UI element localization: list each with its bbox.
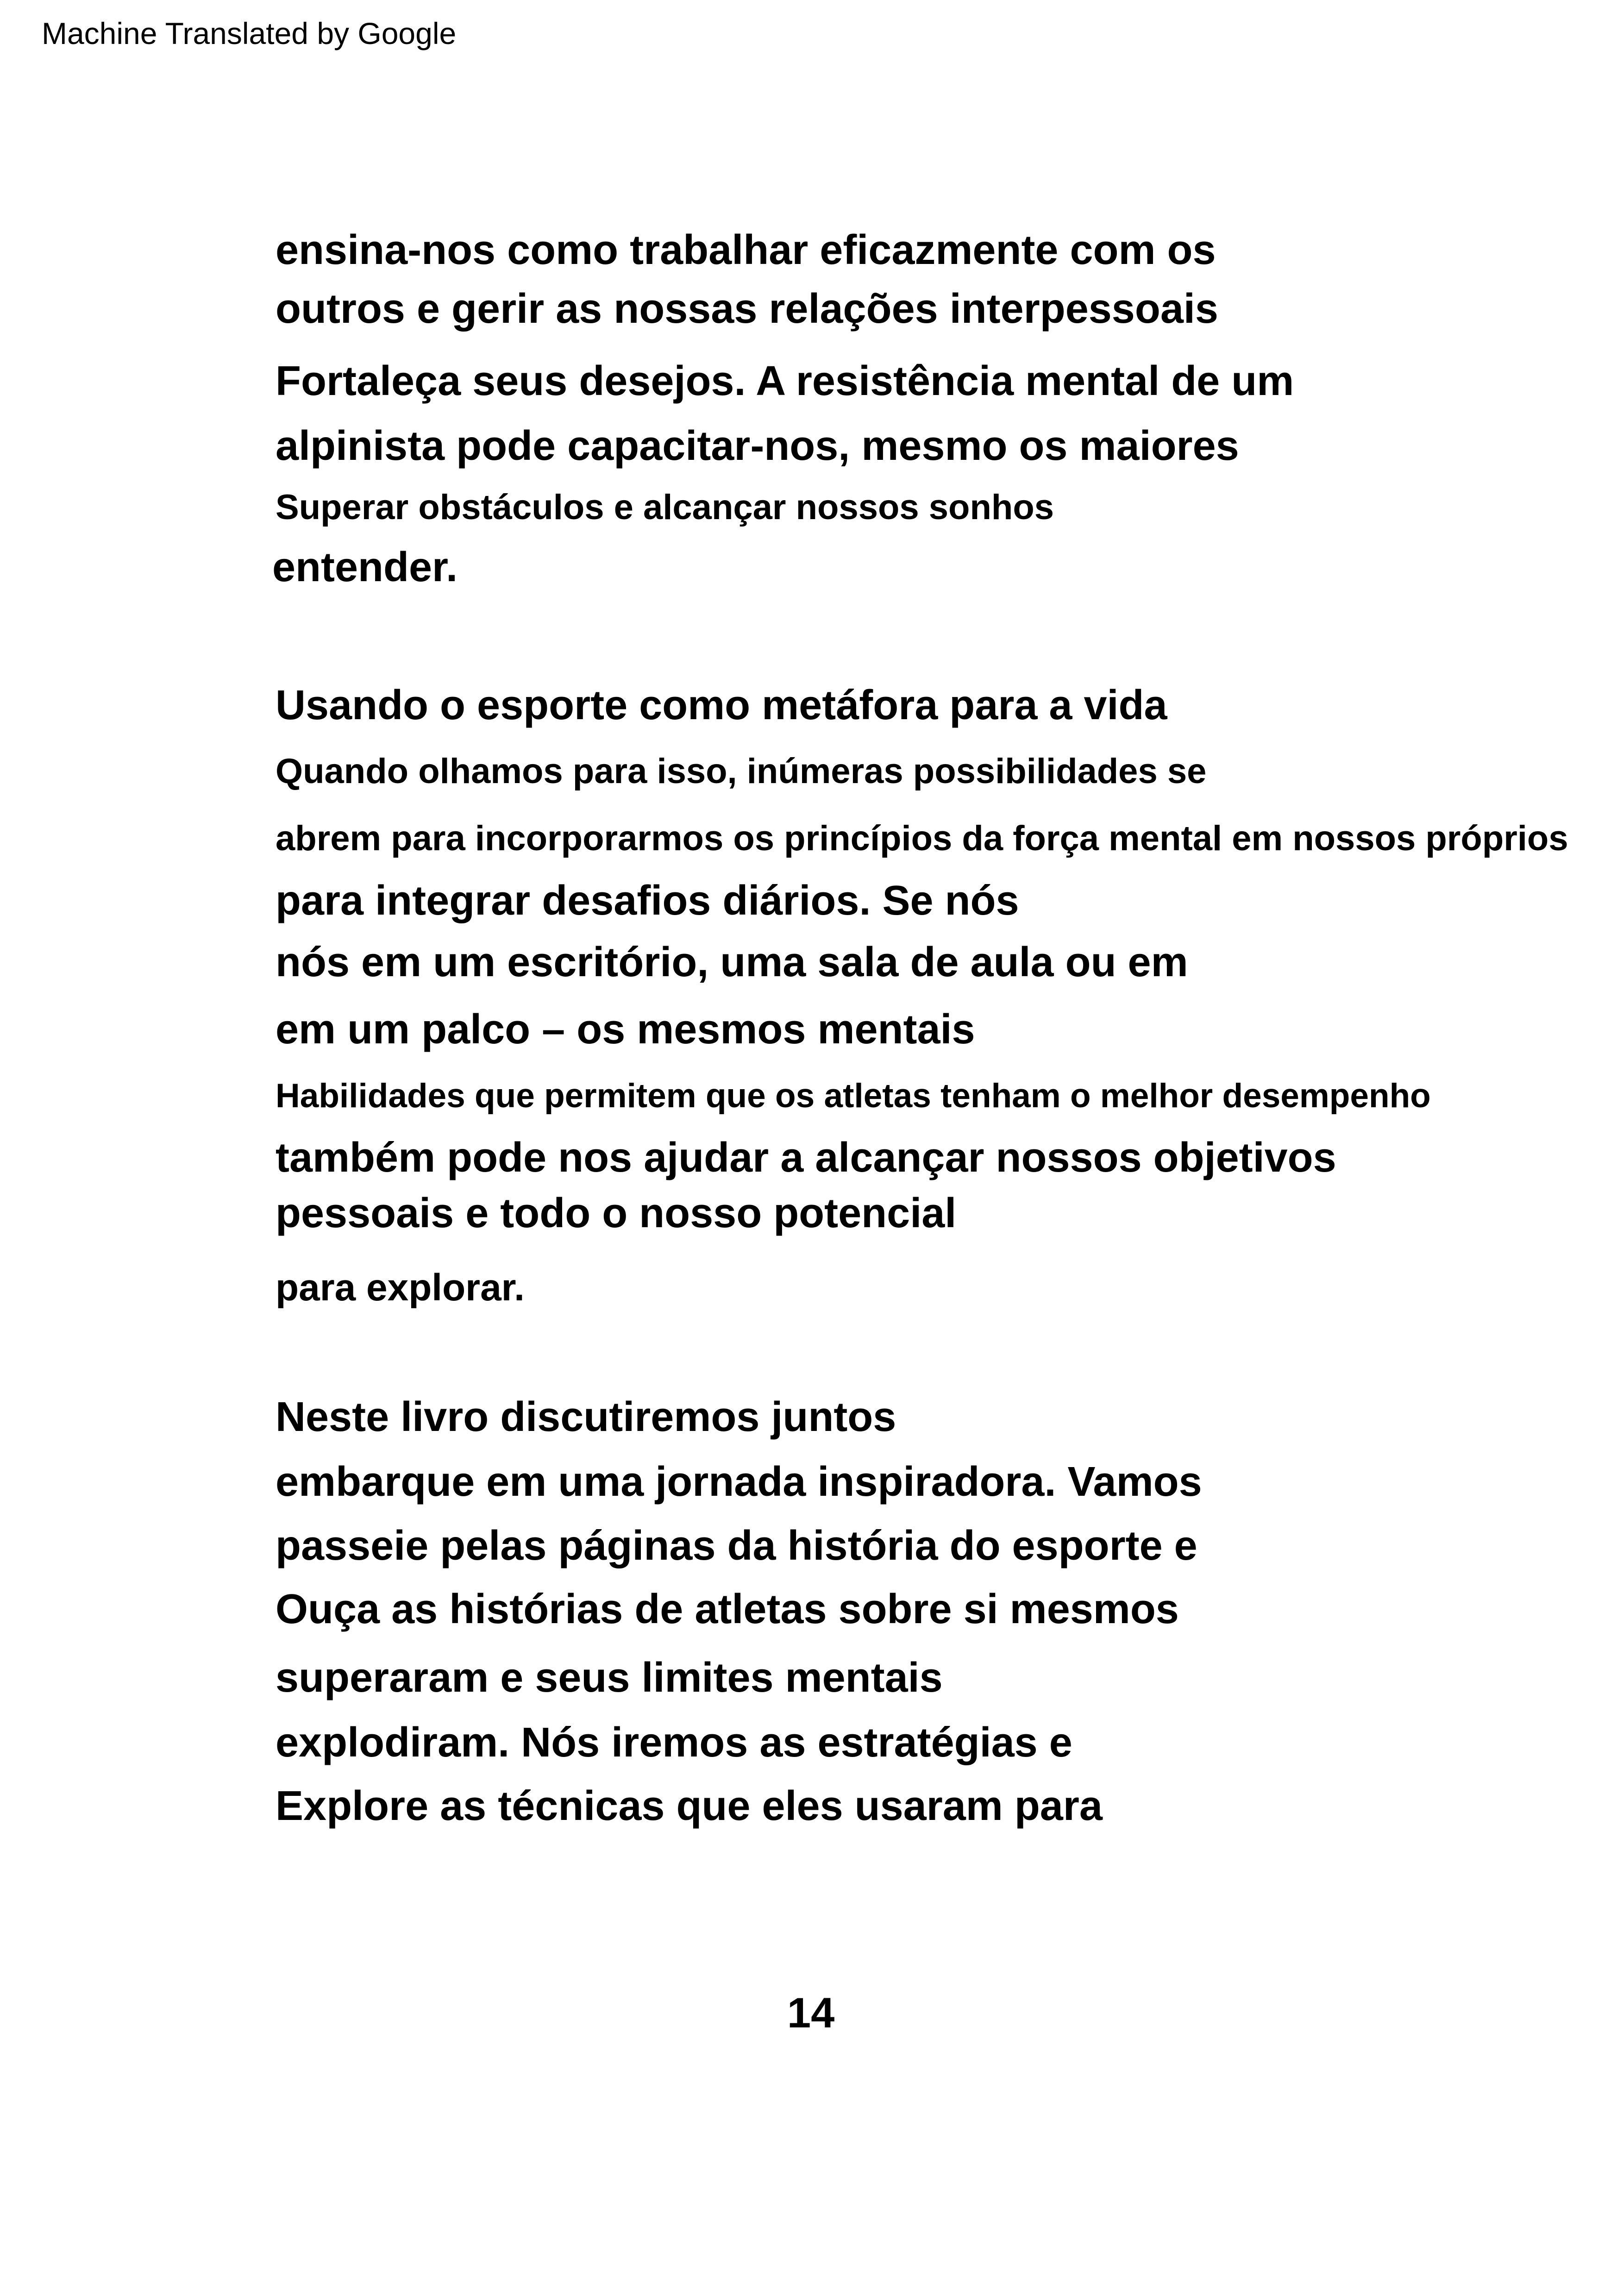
text-line: alpinista pode capacitar-nos, mesmo os maiores <box>276 423 1239 469</box>
text-line: entender. <box>272 544 458 590</box>
text-line: Fortaleça seus desejos. A resistência mental de um <box>276 358 1294 404</box>
text-line: também pode nos ajudar a alcançar nossos objetivos <box>276 1135 1336 1181</box>
text-line: Ouça as histórias de atletas sobre si mesmos <box>276 1586 1179 1632</box>
text-line: ensina-nos como trabalhar eficazmente com os <box>276 227 1216 273</box>
page-number: 14 <box>787 1989 835 2037</box>
text-line: Habilidades que permitem que os atletas tenham o melhor desempenho <box>276 1077 1431 1115</box>
text-line: embarque em uma jornada inspiradora. Vamos <box>276 1459 1202 1505</box>
machine-translation-notice: Machine Translated by Google <box>42 16 457 50</box>
text-line: Neste livro discutiremos juntos <box>276 1394 896 1440</box>
text-line: pessoais e todo o nosso potencial <box>276 1190 957 1236</box>
text-line: explodiram. Nós iremos as estratégias e <box>276 1719 1072 1766</box>
text-line: para integrar desafios diários. Se nós <box>276 878 1019 924</box>
text-line: Explore as técnicas que eles usaram para <box>276 1783 1103 1829</box>
text-line: em um palco – os mesmos mentais <box>276 1006 975 1053</box>
section-heading: Usando o esporte como metáfora para a vida <box>276 682 1167 728</box>
text-line: nós em um escritório, uma sala de aula ou em <box>276 939 1188 985</box>
text-line: para explorar. <box>276 1267 525 1309</box>
text-line: outros e gerir as nossas relações interpessoais <box>276 286 1218 332</box>
text-line: abrem para incorporarmos os princípios da força mental em nossos próprios <box>276 819 1568 858</box>
text-line: Quando olhamos para isso, inúmeras possibilidades se <box>276 752 1207 791</box>
text-line: Superar obstáculos e alcançar nossos sonhos <box>276 488 1054 527</box>
text-line: passeie pelas páginas da história do esporte e <box>276 1523 1197 1569</box>
text-line: superaram e seus limites mentais <box>276 1655 943 1701</box>
